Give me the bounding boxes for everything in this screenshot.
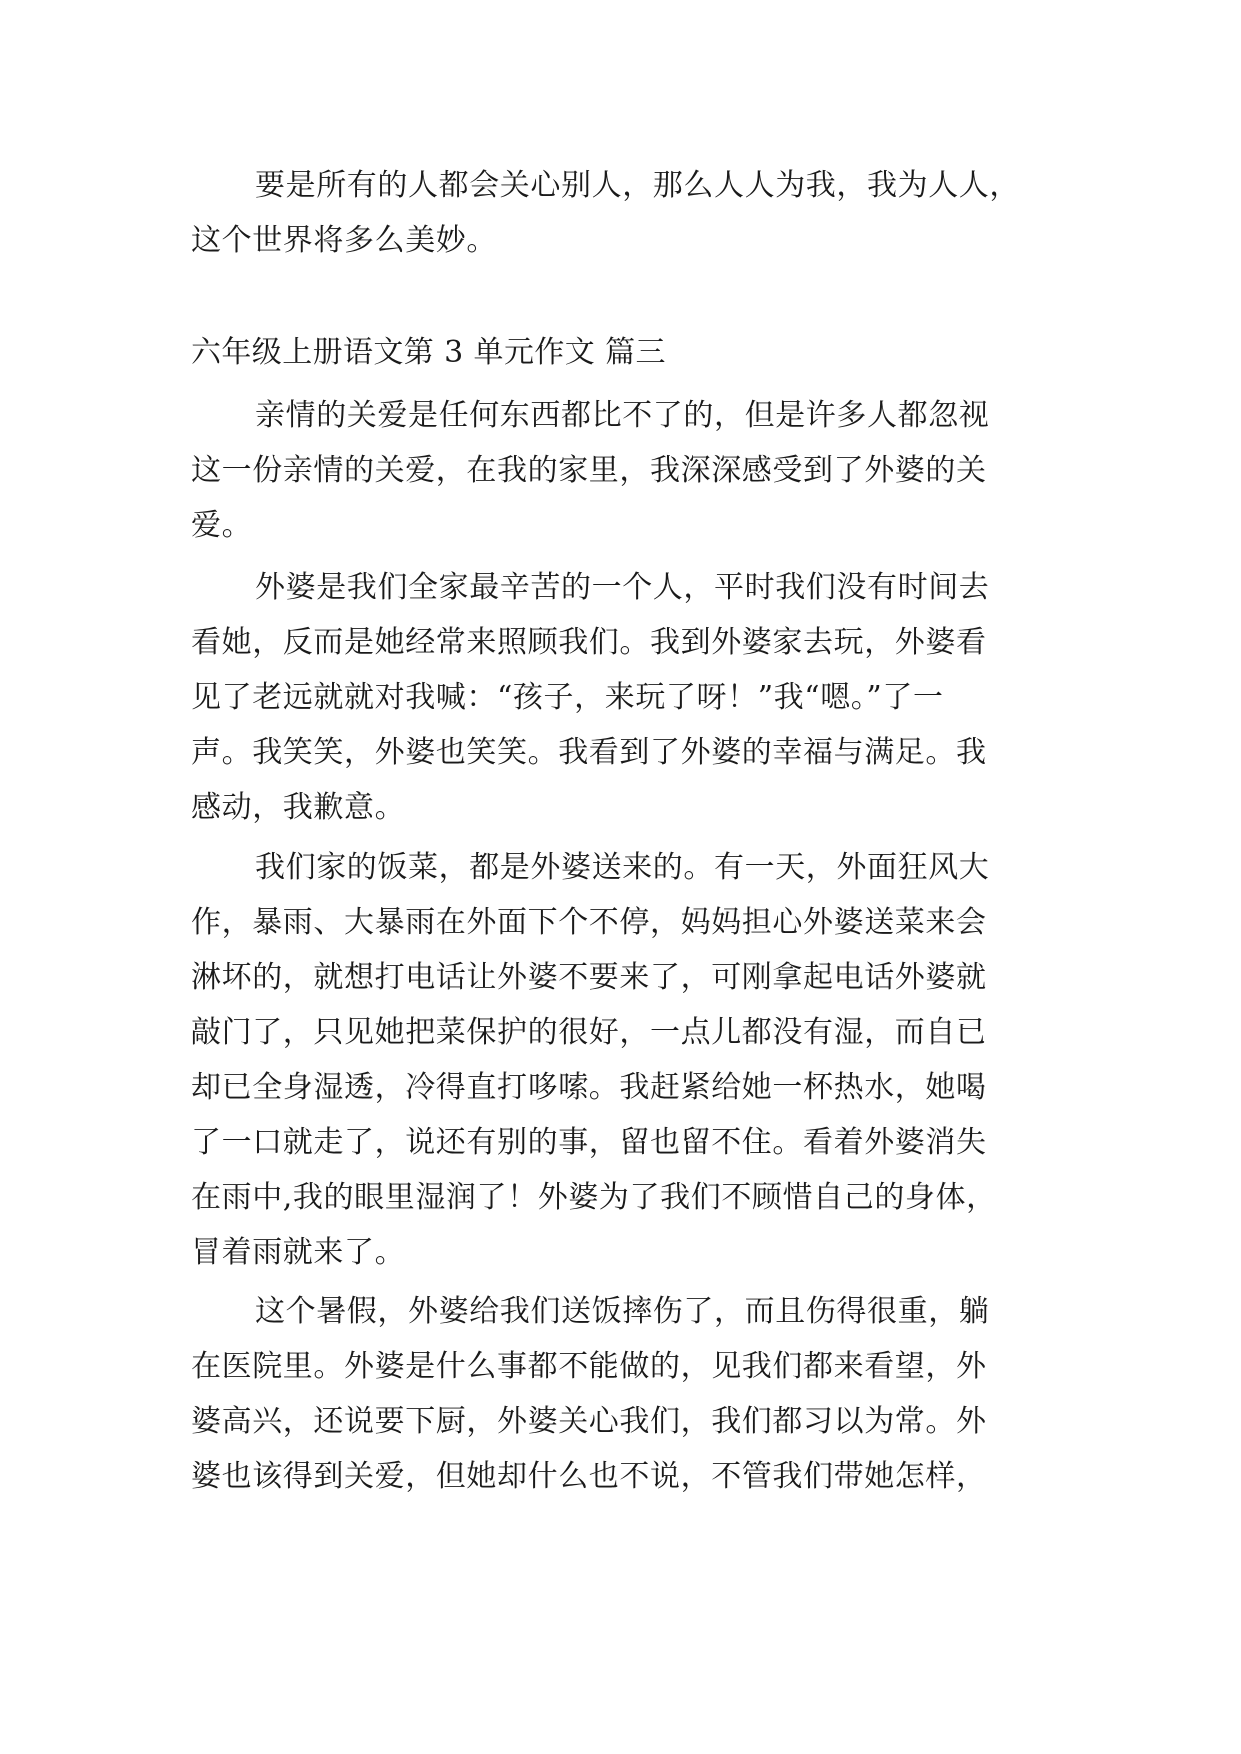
previous-paragraph (191, 158, 1051, 268)
text-line: 了一口就走了，说还有别的事，留也留不住。看着外婆消失 (191, 1125, 987, 1160)
text-line: 作，暴雨、大暴雨在外面下个不停，妈妈担心外婆送菜来会 (191, 905, 987, 940)
text-line: 爱。 (191, 508, 253, 543)
text-line: 在医院里。外婆是什么事都不能做的，见我们都来看望，外 (191, 1349, 987, 1384)
text-line: 这个世界将多么美妙。 (191, 223, 497, 258)
text-line: 见了老远就就对我喊：“孩子，来玩了呀！”我“嗯。”了一 (191, 680, 944, 715)
paragraph-4 (191, 1284, 1051, 1504)
text-line: 亲情的关爱是任何东西都比不了的，但是许多人都忽视 (255, 398, 990, 433)
text-line: 看她，反而是她经常来照顾我们。我到外婆家去玩，外婆看 (191, 625, 987, 660)
paragraph-3 (191, 840, 1051, 1280)
paragraph-2 (191, 560, 1051, 835)
text-line: 我们家的饭菜，都是外婆送来的。有一天，外面狂风大 (255, 850, 990, 885)
text-line: 淋坏的，就想打电话让外婆不要来了，可刚拿起电话外婆就 (191, 960, 987, 995)
section-title: 六年级上册语文第 3 单元作文 篇三 (191, 335, 666, 370)
text-line: 在雨中,我的眼里湿润了！外婆为了我们不顾惜自己的身体， (191, 1180, 997, 1215)
text-line: 婆高兴，还说要下厨，外婆关心我们，我们都习以为常。外 (191, 1404, 987, 1439)
text-line: 这一份亲情的关爱，在我的家里，我深深感受到了外婆的关 (191, 453, 987, 488)
text-line: 要是所有的人都会关心别人，那么人人为我，我为人人， (255, 168, 1020, 203)
text-line: 敲门了，只见她把菜保护的很好，一点儿都没有湿，而自已 (191, 1015, 987, 1050)
text-line: 冒着雨就来了。 (191, 1235, 406, 1270)
text-line: 婆也该得到关爱，但她却什么也不说，不管我们带她怎样， (191, 1459, 987, 1494)
text-line: 声。我笑笑，外婆也笑笑。我看到了外婆的幸福与满足。我 (191, 735, 987, 770)
paragraph-1 (191, 388, 1051, 553)
text-line: 这个暑假，外婆给我们送饭摔伤了，而且伤得很重，躺 (255, 1294, 990, 1329)
text-line: 却已全身湿透，冷得直打哆嗦。我赶紧给她一杯热水，她喝 (191, 1070, 987, 1105)
text-line: 外婆是我们全家最辛苦的一个人，平时我们没有时间去 (255, 570, 990, 605)
text-line: 感动，我歉意。 (191, 790, 406, 825)
